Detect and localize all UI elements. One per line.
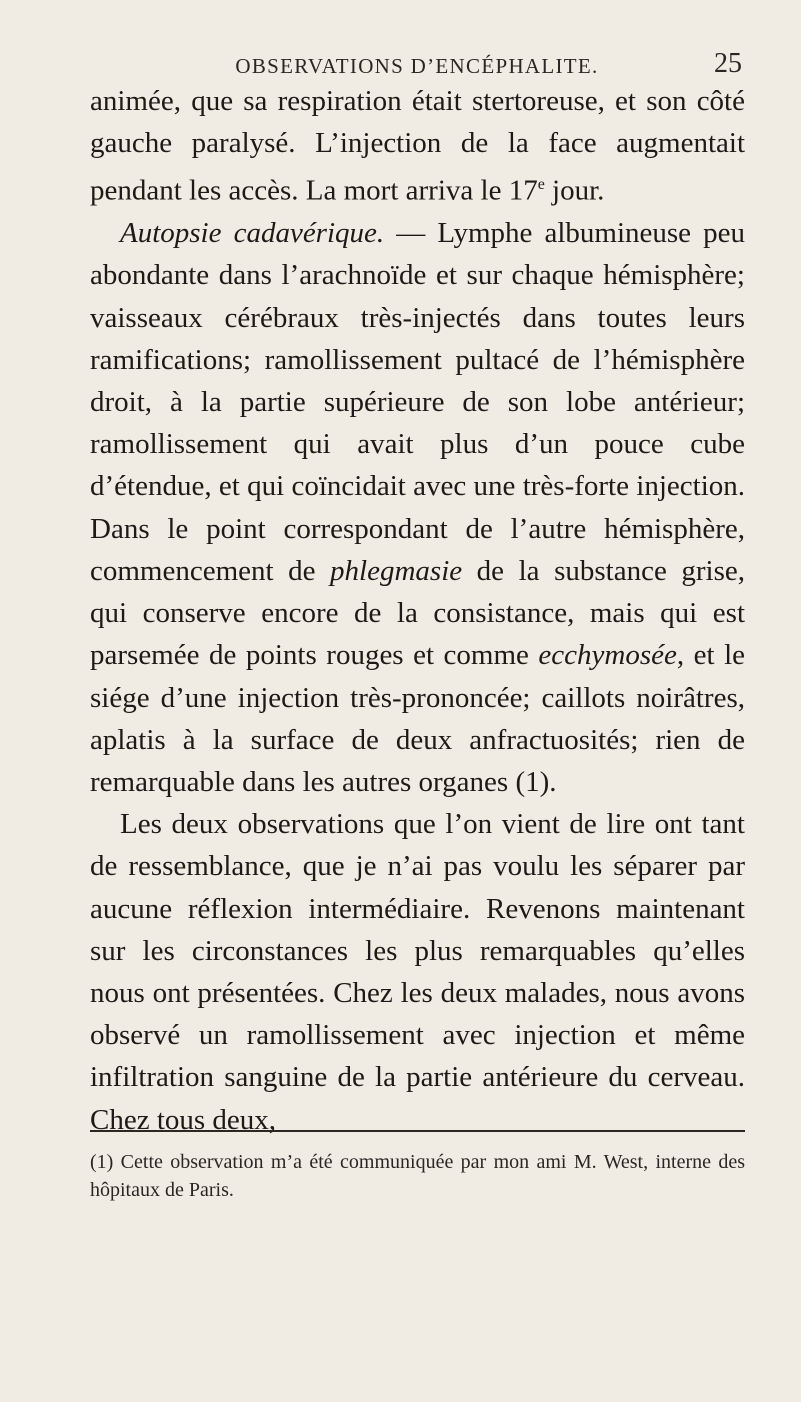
autopsy-heading: Autopsie cadavérique.	[120, 217, 385, 250]
autopsy-text-c: , et le siége d’une injection très-prononcée; caillots noirâtres, aplatis à la surface de deux anfractuosités; rien de remarquable dans les autres organes (1).	[90, 639, 745, 798]
footnote-rule	[90, 1130, 745, 1132]
ordinal-superscript: e	[537, 176, 545, 194]
autopsy-italic-phlegmasie: phlegmasie	[330, 554, 463, 587]
paragraph-autopsy	[90, 212, 745, 803]
paragraph-discussion: Les deux observations que l’on vient de lire ont tant de ressemblance, que je n’ai pas voulu les séparer par aucune réflexion intermédiaire. Revenons maintenant sur les circonstances les plus remarquables qu’elles nous ont présentées. Chez les deux malades, nous avons observé un ramollissement avec injection et même infiltration sanguine de la partie antérieure du cerveau. Chez tous deux,	[90, 808, 745, 1136]
autopsy-text-a: — Lymphe albumineuse peu abondante dans l’arachnoïde et sur chaque hémisphère; vaisseaux cérébraux très-injectés dans toutes leurs ramifications; ramollissement pultacé de l’hémisphère droit, à la partie supérieure de son lobe antérieur; ramollissement qui avait plus d’un pouce cube d’étendue, et qui coïncidait avec une très-forte injection. Dans le point correspondant de l’autre hémisphère, commencement de	[90, 217, 745, 587]
page-number: 25	[714, 48, 742, 79]
para1-end: jour.	[544, 175, 605, 208]
footnote-text: (1) Cette observation m’a été communiquée par mon ami M. West, interne des hôpitaux de Paris.	[90, 1151, 745, 1201]
autopsy-text-b: de la substance grise, qui conserve encore de la consistance, mais qui est parsemée de points rouges et comme	[90, 554, 745, 672]
body-text	[90, 80, 745, 1141]
running-head: OBSERVATIONS D’ENCÉPHALITE.	[235, 54, 599, 78]
para1-text: animée, que sa respiration était stertoreuse, et son côté gauche paralysé. L’injection de la face augmentait pendant les accès. La mort arriva le 17	[90, 85, 745, 208]
paragraph-continuation	[90, 80, 745, 212]
autopsy-italic-ecchymosee: ecchymosée	[538, 639, 677, 672]
footnote	[90, 1148, 745, 1204]
